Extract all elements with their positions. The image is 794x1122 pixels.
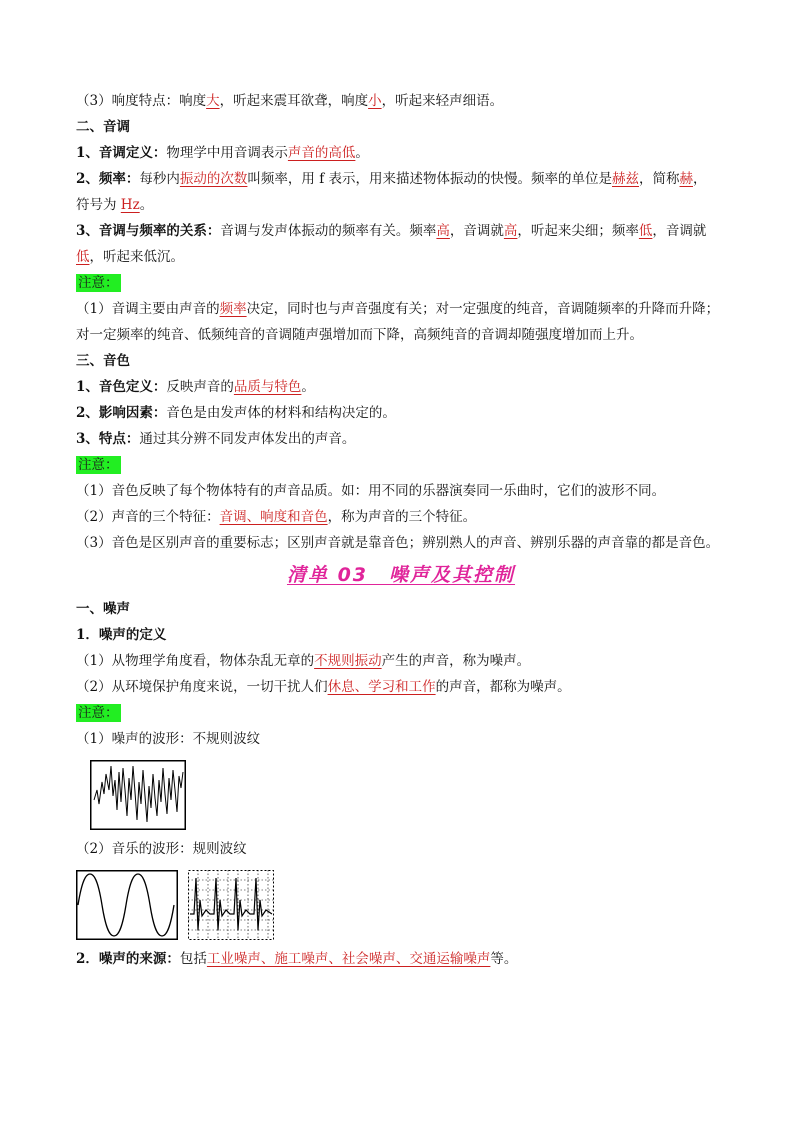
answer-text: 高 bbox=[503, 223, 518, 239]
section-heading-timbre: 三、音色 bbox=[76, 353, 130, 369]
text: 。 bbox=[139, 197, 154, 213]
text: 等。 bbox=[490, 951, 518, 967]
term: 1、音色定义： bbox=[76, 379, 167, 395]
document-page bbox=[76, 88, 726, 972]
text: ，称为声音的三个特征。 bbox=[327, 509, 477, 525]
noise-waveform-figure bbox=[90, 760, 726, 830]
answer-text: Hz bbox=[120, 197, 140, 213]
text: 。 bbox=[355, 145, 369, 161]
loudness-feature-line bbox=[76, 88, 726, 114]
text: 叫频率，用 f 表示，用来描述物体振动的快慢。频率的单位是 bbox=[247, 171, 612, 187]
section-heading-pitch: 二、音调 bbox=[76, 119, 130, 135]
music-waveform-caption: （2）音乐的波形：规则波纹 bbox=[76, 841, 247, 857]
music-waveform-figures bbox=[76, 870, 726, 940]
term: 1、音调定义： bbox=[76, 145, 167, 161]
answer-text: 赫兹 bbox=[612, 171, 639, 187]
noise-sources bbox=[76, 946, 726, 972]
answer-text: 小 bbox=[368, 93, 382, 109]
note-badge: 注意： bbox=[78, 275, 119, 291]
term: 3、音调与频率的关系： bbox=[76, 223, 221, 239]
term: 2、影响因素： bbox=[76, 405, 167, 421]
answer-text: 大 bbox=[206, 93, 220, 109]
answer-text: 振动的次数 bbox=[179, 171, 248, 187]
text: ， bbox=[693, 171, 707, 187]
frequency-definition bbox=[76, 166, 726, 192]
pitch-note-1-cont: 对一定频率的纯音、低频纯音的音调随声强增加而下降，高频纯音的音调却随强度增加而上升。 bbox=[76, 327, 643, 343]
answer-text: 低 bbox=[76, 249, 90, 265]
text: ，音调就 bbox=[449, 223, 504, 239]
note-label bbox=[76, 700, 726, 726]
text: （1）从物理学角度看，物体杂乱无章的 bbox=[76, 653, 315, 669]
answer-text: 声音的高低 bbox=[287, 145, 356, 161]
text: ，听起来尖细；频率 bbox=[517, 223, 639, 239]
text: 符号为 bbox=[76, 197, 121, 213]
text: 音色是由发声体的材料和结构决定的。 bbox=[166, 405, 396, 421]
text: （1）音调主要由声音的 bbox=[76, 301, 220, 317]
periodic-waveform-grid-image bbox=[188, 870, 274, 940]
text: 反映声音的 bbox=[166, 379, 234, 395]
term: 3、特点： bbox=[76, 431, 140, 447]
text: 。 bbox=[301, 379, 315, 395]
pitch-frequency-relation bbox=[76, 218, 726, 244]
answer-text: 低 bbox=[638, 223, 653, 239]
text: 物理学中用音调表示 bbox=[166, 145, 288, 161]
text: （2）从环境保护角度来说，一切干扰人们 bbox=[76, 679, 328, 695]
timbre-definition bbox=[76, 374, 726, 400]
timbre-feature bbox=[76, 426, 726, 452]
text: 产生的声音，称为噪声。 bbox=[381, 653, 531, 669]
text: 包括 bbox=[179, 951, 207, 967]
noise-waveform-caption: （1）噪声的波形：不规则波纹 bbox=[76, 731, 261, 747]
text: （2）声音的三个特征： bbox=[76, 509, 220, 525]
timbre-factors bbox=[76, 400, 726, 426]
text: 音调与发声体振动的频率有关。频率 bbox=[220, 223, 437, 239]
text: ，简称 bbox=[639, 171, 680, 187]
text: 的声音，都称为噪声。 bbox=[435, 679, 571, 695]
timbre-note-2 bbox=[76, 504, 726, 530]
noise-definition-1 bbox=[76, 648, 726, 674]
answer-text: 工业噪声、施工噪声、社会噪声、交通运输噪声 bbox=[206, 951, 491, 967]
chapter-banner bbox=[76, 558, 726, 594]
text: ，音调就 bbox=[652, 223, 707, 239]
pitch-definition bbox=[76, 140, 726, 166]
text: ，听起来低沉。 bbox=[89, 249, 184, 265]
answer-text: 品质与特色 bbox=[233, 379, 302, 395]
noise-definition-2 bbox=[76, 674, 726, 700]
text: ，听起来轻声细语。 bbox=[381, 93, 504, 109]
noise-definition-title: 1．噪声的定义 bbox=[76, 627, 167, 643]
note-badge: 注意： bbox=[78, 457, 119, 473]
term: 2．噪声的来源： bbox=[76, 951, 180, 967]
answer-text: 不规则振动 bbox=[314, 653, 382, 669]
pitch-frequency-relation-cont bbox=[76, 244, 726, 270]
answer-text: 赫 bbox=[679, 171, 693, 187]
answer-text: 休息、学习和工作 bbox=[327, 679, 436, 695]
note-label bbox=[76, 270, 726, 296]
answer-text: 音调、响度和音色 bbox=[219, 509, 328, 525]
timbre-note-3: （3）音色是区别声音的重要标志；区别声音就是靠音色；辨别熟人的声音、辨别乐器的声音靠的都是音色。 bbox=[76, 535, 720, 551]
timbre-note-1: （1）音色反映了每个物体特有的声音品质。如：用不同的乐器演奏同一乐曲时，它们的波形不同。 bbox=[76, 483, 666, 499]
text: （3）响度特点：响度 bbox=[76, 93, 207, 109]
chapter-title: 清单 03 噪声及其控制 bbox=[286, 564, 516, 586]
pitch-note-1 bbox=[76, 296, 726, 322]
answer-text: 高 bbox=[436, 223, 450, 239]
text: 通过其分辨不同发声体发出的声音。 bbox=[139, 431, 356, 447]
term: 2、频率： bbox=[76, 171, 140, 187]
note-badge: 注意： bbox=[78, 705, 119, 721]
text: ，听起来震耳欲聋，响度 bbox=[219, 93, 369, 109]
text: 决定，同时也与声音强度有关；对一定强度的纯音，音调随频率的升降而升降； bbox=[246, 301, 720, 317]
text: 每秒内 bbox=[139, 171, 180, 187]
noise-waveform-image bbox=[90, 760, 186, 830]
sine-waveform-image bbox=[76, 870, 178, 940]
section-heading-noise: 一、噪声 bbox=[76, 601, 130, 617]
frequency-symbol bbox=[76, 192, 726, 218]
note-label bbox=[76, 452, 726, 478]
answer-text: 频率 bbox=[219, 301, 247, 317]
